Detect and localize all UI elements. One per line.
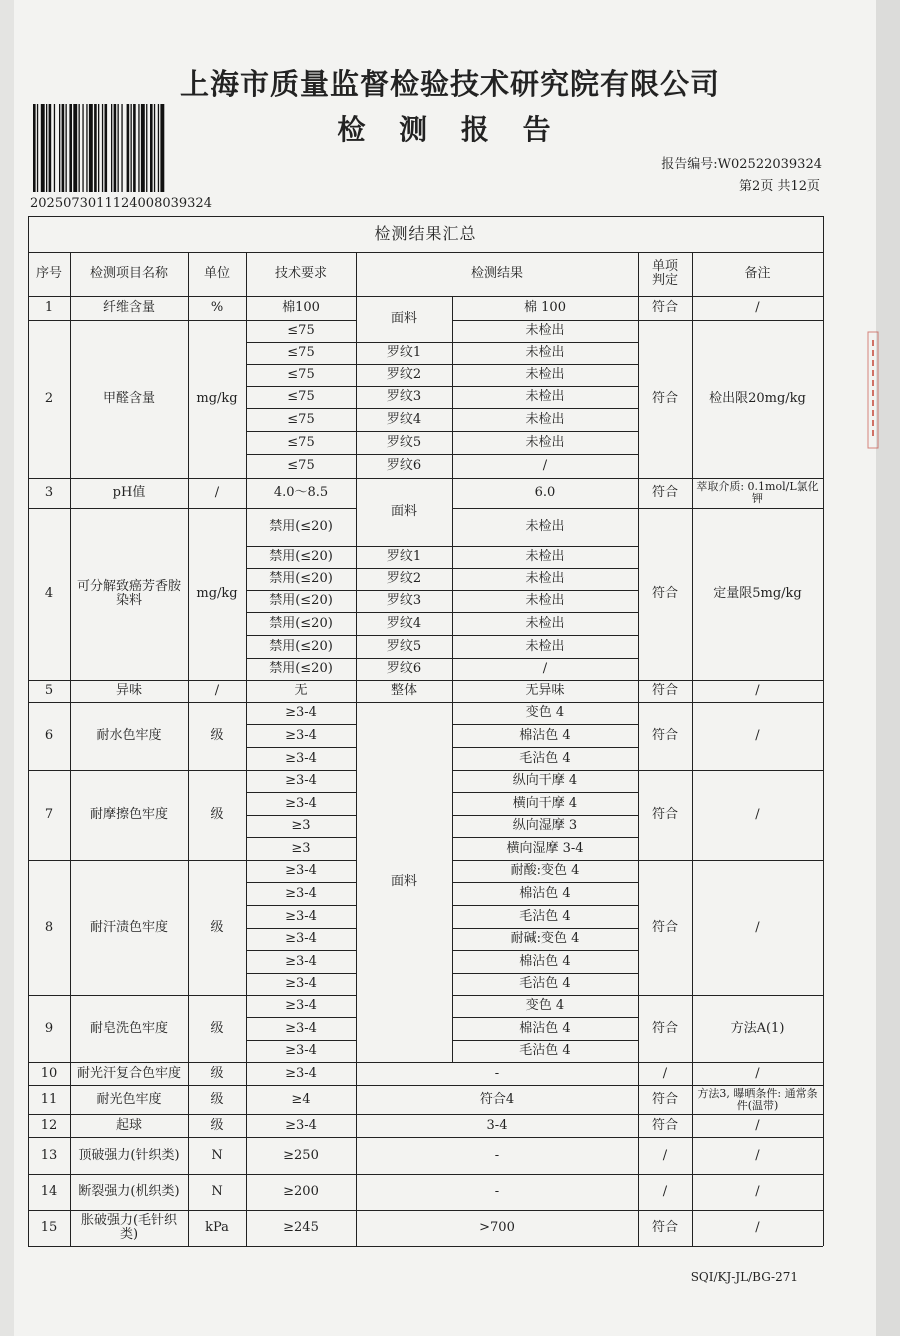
item-judge: 符合 (651, 1117, 678, 1133)
item-judge: / (662, 1065, 668, 1081)
row-rule (452, 882, 638, 883)
requirement-cell: 4.0～8.5 (273, 485, 329, 500)
row-rule (452, 724, 638, 725)
item-unit: 级 (210, 1065, 224, 1081)
row-rule (356, 1174, 638, 1175)
result-cell: 未检出 (525, 389, 565, 404)
part-cell: 罗纹2 (386, 571, 422, 586)
item-no: 5 (44, 683, 54, 698)
item-name: 胀破强力(毛针织类) (80, 1213, 178, 1242)
header-unit: 单位 (203, 266, 230, 281)
requirement-cell: ≥3-4 (285, 953, 317, 969)
report-number: 报告编号:W02522039324 (661, 157, 822, 172)
side-seal-mark (860, 330, 886, 450)
item-note: / (755, 807, 760, 822)
header-judge: 单项 判定 (651, 259, 678, 288)
requirement-cell: ≥3-4 (285, 1065, 317, 1081)
requirement-cell: 禁用(≤20) (269, 571, 333, 586)
result-cell: - (494, 1184, 500, 1199)
item-note: / (755, 728, 760, 743)
requirement-cell: ≥3-4 (285, 1117, 317, 1133)
item-note: / (755, 1220, 760, 1235)
item-unit: 级 (210, 728, 224, 743)
row-rule (452, 408, 638, 409)
row-rule (452, 454, 638, 455)
result-cell: - (494, 1147, 500, 1163)
requirement-cell: 无 (294, 683, 308, 698)
row-rule (356, 386, 452, 387)
item-no: 12 (40, 1117, 58, 1133)
item-judge: 符合 (651, 485, 678, 500)
result-cell: 变色 4 (525, 998, 565, 1013)
requirement-cell: 禁用(≤20) (269, 549, 333, 564)
part-cell: 罗纹5 (386, 434, 422, 450)
requirement-cell: 禁用(≤20) (269, 593, 333, 608)
part-cell: 罗纹4 (386, 411, 422, 427)
part-cell: 罗纹6 (386, 458, 422, 473)
item-unit: kPa (205, 1220, 229, 1235)
item-name: 耐皂洗色牢度 (89, 1020, 168, 1036)
result-cell: 耐碱:变色 4 (510, 931, 580, 946)
row-rule (452, 770, 638, 771)
item-name: pH值 (112, 485, 146, 500)
item-name: 断裂强力(机织类) (78, 1184, 180, 1199)
row-rule (452, 364, 638, 365)
item-name: 耐光色牢度 (96, 1091, 162, 1107)
item-note: / (755, 1065, 760, 1081)
item-judge: 符合 (651, 728, 678, 743)
row-rule (356, 1210, 638, 1211)
result-cell: 未检出 (525, 367, 565, 382)
part-cell: 罗纹1 (386, 345, 422, 360)
item-unit: 级 (210, 919, 224, 935)
item-note: 萃取介质: 0.1mol/L氯化钾 (696, 480, 819, 505)
result-cell: 棉沾色 4 (519, 727, 571, 743)
item-note: 方法3, 曝晒条件: 通常条件(温带) (697, 1086, 818, 1112)
row-rule (452, 950, 638, 951)
requirement-cell: ≤75 (287, 458, 315, 473)
result-cell: 棉 100 (524, 300, 566, 315)
item-judge: / (662, 1184, 668, 1199)
row-rule (452, 815, 638, 816)
part-cell: 罗纹2 (386, 367, 422, 382)
item-no: 6 (44, 728, 54, 743)
row-rule (452, 928, 638, 929)
item-judge: 符合 (651, 807, 678, 822)
item-name: 耐汗渍色牢度 (89, 919, 168, 935)
result-cell: 未检出 (525, 638, 565, 654)
requirement-cell: ≥3-4 (285, 1020, 317, 1036)
result-cell: 未检出 (525, 345, 565, 360)
row-rule (452, 792, 638, 793)
row-rule (452, 568, 638, 569)
part-cell: 整体 (390, 683, 417, 698)
result-cell: 纵向湿摩 3 (512, 818, 578, 833)
item-judge: 符合 (651, 1220, 678, 1235)
result-cell: 未检出 (525, 411, 565, 427)
row-rule (356, 1114, 638, 1115)
requirement-cell: ≤75 (287, 434, 315, 450)
requirement-cell: ≥200 (283, 1184, 319, 1199)
item-judge: 符合 (651, 586, 678, 601)
row-rule (452, 386, 638, 387)
requirement-cell: ≥3 (291, 840, 311, 856)
row-rule (356, 478, 452, 479)
item-unit: / (214, 485, 220, 500)
item-no: 1 (44, 300, 54, 315)
part-cell: 罗纹5 (386, 638, 422, 654)
row-rule (452, 658, 638, 659)
table-title: 检测结果汇总 (374, 224, 477, 243)
row-rule (452, 612, 638, 613)
item-judge: 符合 (651, 391, 678, 406)
result-cell: 6.0 (534, 485, 556, 500)
item-name: 耐光汗复合色牢度 (76, 1065, 181, 1081)
item-name: 甲醛含量 (102, 391, 155, 406)
row-rule (356, 680, 452, 681)
row-rule (356, 658, 452, 659)
row-rule (452, 431, 638, 432)
requirement-cell: ≥245 (283, 1220, 319, 1235)
row-rule (452, 747, 638, 748)
row-rule (452, 680, 638, 681)
result-cell: / (542, 661, 548, 676)
requirement-cell: ≤75 (287, 345, 315, 360)
table-right-border (823, 216, 824, 1246)
row-rule (356, 546, 452, 547)
document-title: 检 测 报 告 (337, 113, 563, 146)
result-cell: 耐酸:变色 4 (510, 863, 580, 878)
item-note: 定量限5mg/kg (713, 586, 802, 601)
item-name: 异味 (115, 683, 142, 698)
header-note: 备注 (744, 266, 771, 281)
result-cell: 未检出 (525, 615, 565, 631)
row-rule (356, 431, 452, 432)
row-rule (356, 364, 452, 365)
item-no: 8 (44, 919, 54, 935)
part-cell: 罗纹3 (386, 389, 422, 404)
result-cell: 3-4 (486, 1117, 508, 1133)
part-cell: 罗纹6 (386, 661, 422, 676)
row-rule (452, 1017, 638, 1018)
row-rule (356, 408, 452, 409)
item-unit: N (211, 1147, 223, 1163)
item-name: 耐摩擦色牢度 (89, 807, 168, 822)
item-note: / (755, 300, 760, 315)
result-cell: 符合4 (479, 1091, 515, 1107)
page-number: 第2页 共12页 (739, 179, 820, 194)
part-cell: 罗纹3 (386, 593, 422, 608)
header-item: 检测项目名称 (89, 266, 168, 281)
result-cell: 横向干摩 4 (512, 795, 578, 811)
result-cell: 未检出 (525, 323, 565, 338)
row-rule (452, 635, 638, 636)
row-rule (356, 1062, 638, 1063)
row-rule (452, 905, 638, 906)
requirement-cell: ≥250 (283, 1147, 319, 1163)
requirement-cell: 禁用(≤20) (269, 519, 333, 534)
item-no: 14 (40, 1184, 58, 1199)
footer-form-code: SQI/KJ-JL/BG-271 (690, 1270, 798, 1284)
requirement-cell: ≤75 (287, 323, 315, 338)
header-no: 序号 (35, 266, 62, 281)
row-rule (452, 478, 638, 479)
requirement-cell: ≥3-4 (285, 750, 317, 766)
requirement-cell: ≥3-4 (285, 795, 317, 811)
item-judge: 符合 (651, 1091, 678, 1107)
item-unit: 级 (210, 807, 224, 822)
requirement-cell: ≥3-4 (285, 998, 317, 1013)
row-rule (356, 454, 452, 455)
item-note: 方法A(1) (730, 1020, 785, 1036)
row-rule (452, 590, 638, 591)
requirement-cell: 棉100 (282, 300, 320, 315)
result-cell: / (542, 458, 548, 473)
result-cell: - (494, 1065, 500, 1081)
item-judge: 符合 (651, 1020, 678, 1036)
requirement-cell: ≥3-4 (285, 727, 317, 743)
requirement-cell: ≥3-4 (285, 705, 317, 720)
row-rule (356, 568, 452, 569)
item-note: / (755, 1184, 760, 1199)
result-cell: 无异味 (525, 683, 565, 698)
requirement-cell: ≤75 (287, 367, 315, 382)
result-cell: 未检出 (525, 549, 565, 564)
requirement-cell: ≥3-4 (285, 863, 317, 878)
requirement-cell: ≥4 (291, 1091, 311, 1107)
item-unit: mg/kg (196, 391, 238, 406)
row-rule (356, 1085, 638, 1086)
requirement-cell: ≤75 (287, 389, 315, 404)
company-name: 上海市质量监督检验技术研究院有限公司 (179, 67, 720, 101)
result-cell: 毛沾色 4 (519, 1043, 571, 1058)
result-cell: 棉沾色 4 (519, 885, 571, 901)
item-no: 3 (44, 485, 54, 500)
barcode (33, 104, 201, 192)
result-cell: 毛沾色 4 (519, 908, 571, 924)
item-unit: 级 (210, 1020, 224, 1036)
header-req: 技术要求 (274, 266, 327, 281)
item-name: 顶破强力(针织类) (78, 1147, 180, 1163)
requirement-cell: ≥3-4 (285, 885, 317, 901)
requirement-cell: ≤75 (287, 411, 315, 427)
result-cell: 未检出 (525, 571, 565, 586)
item-judge: / (662, 1147, 668, 1163)
item-name: 纤维含量 (102, 300, 155, 315)
item-name: 耐水色牢度 (96, 728, 162, 743)
result-cell: 纵向干摩 4 (512, 773, 578, 788)
row-rule (356, 612, 452, 613)
row-rule (452, 702, 638, 703)
requirement-cell: 禁用(≤20) (269, 638, 333, 654)
row-rule (356, 1137, 638, 1138)
requirement-cell: ≥3-4 (285, 976, 317, 991)
requirement-cell: ≥3-4 (285, 1043, 317, 1058)
part-cell-mianliao: 面料 (390, 874, 417, 889)
row-rule (452, 342, 638, 343)
item-unit: 级 (210, 1117, 224, 1133)
result-cell: 未检出 (525, 434, 565, 450)
result-cell: 棉沾色 4 (519, 1020, 571, 1036)
item-name: 起球 (115, 1117, 142, 1133)
part-cell: 罗纹4 (386, 615, 422, 631)
result-cell: 未检出 (525, 593, 565, 608)
header-result: 检测结果 (470, 266, 523, 281)
result-cell: 横向湿摩 3-4 (506, 840, 584, 856)
item-no: 9 (44, 1020, 54, 1036)
result-cell: 毛沾色 4 (519, 750, 571, 766)
item-judge: 符合 (651, 919, 678, 935)
row-rule (356, 702, 452, 703)
item-no: 15 (40, 1220, 58, 1235)
row-rule (452, 546, 638, 547)
item-note: / (755, 683, 760, 698)
item-unit: 级 (210, 1091, 224, 1107)
row-rule (452, 837, 638, 838)
item-no: 13 (40, 1147, 58, 1163)
row-rule (452, 860, 638, 861)
item-unit: mg/kg (196, 586, 238, 601)
item-judge: 符合 (651, 300, 678, 315)
requirement-cell: ≥3-4 (285, 931, 317, 946)
item-note: / (755, 919, 760, 935)
item-unit: / (214, 683, 220, 698)
row-rule (356, 342, 452, 343)
item-name: 可分解致癌芳香胺染料 (76, 579, 181, 608)
result-cell: 棉沾色 4 (519, 953, 571, 969)
item-judge: 符合 (651, 683, 678, 698)
requirement-cell: ≥3 (291, 818, 311, 833)
item-no: 4 (44, 586, 54, 601)
row-rule (452, 973, 638, 974)
row-rule (452, 508, 638, 509)
item-note: 检出限20mg/kg (709, 391, 806, 406)
row-rule (356, 635, 452, 636)
requirement-cell: 禁用(≤20) (269, 661, 333, 676)
item-no: 11 (40, 1091, 58, 1107)
requirement-cell: 禁用(≤20) (269, 615, 333, 631)
item-note: / (755, 1117, 760, 1133)
requirement-cell: ≥3-4 (285, 773, 317, 788)
part-cell-mianliao: 面料 (390, 311, 417, 326)
row-rule (452, 320, 638, 321)
part-cell-mianliao: 面料 (390, 504, 417, 519)
barcode-number: 2025073011124008039324 (30, 196, 212, 211)
item-no: 10 (40, 1065, 58, 1081)
result-cell: 毛沾色 4 (519, 976, 571, 991)
item-unit: N (211, 1184, 223, 1199)
row-rule (356, 590, 452, 591)
page-edge (876, 0, 900, 1336)
item-no: 2 (44, 391, 54, 406)
result-cell: >700 (479, 1220, 515, 1235)
requirement-cell: ≥3-4 (285, 908, 317, 924)
result-cell: 变色 4 (525, 705, 565, 720)
row-rule (452, 1040, 638, 1041)
item-no: 7 (44, 807, 54, 822)
item-unit: % (210, 300, 224, 315)
row-rule (452, 995, 638, 996)
result-cell: 未检出 (525, 519, 565, 534)
item-note: / (755, 1147, 760, 1163)
part-cell: 罗纹1 (386, 549, 422, 564)
